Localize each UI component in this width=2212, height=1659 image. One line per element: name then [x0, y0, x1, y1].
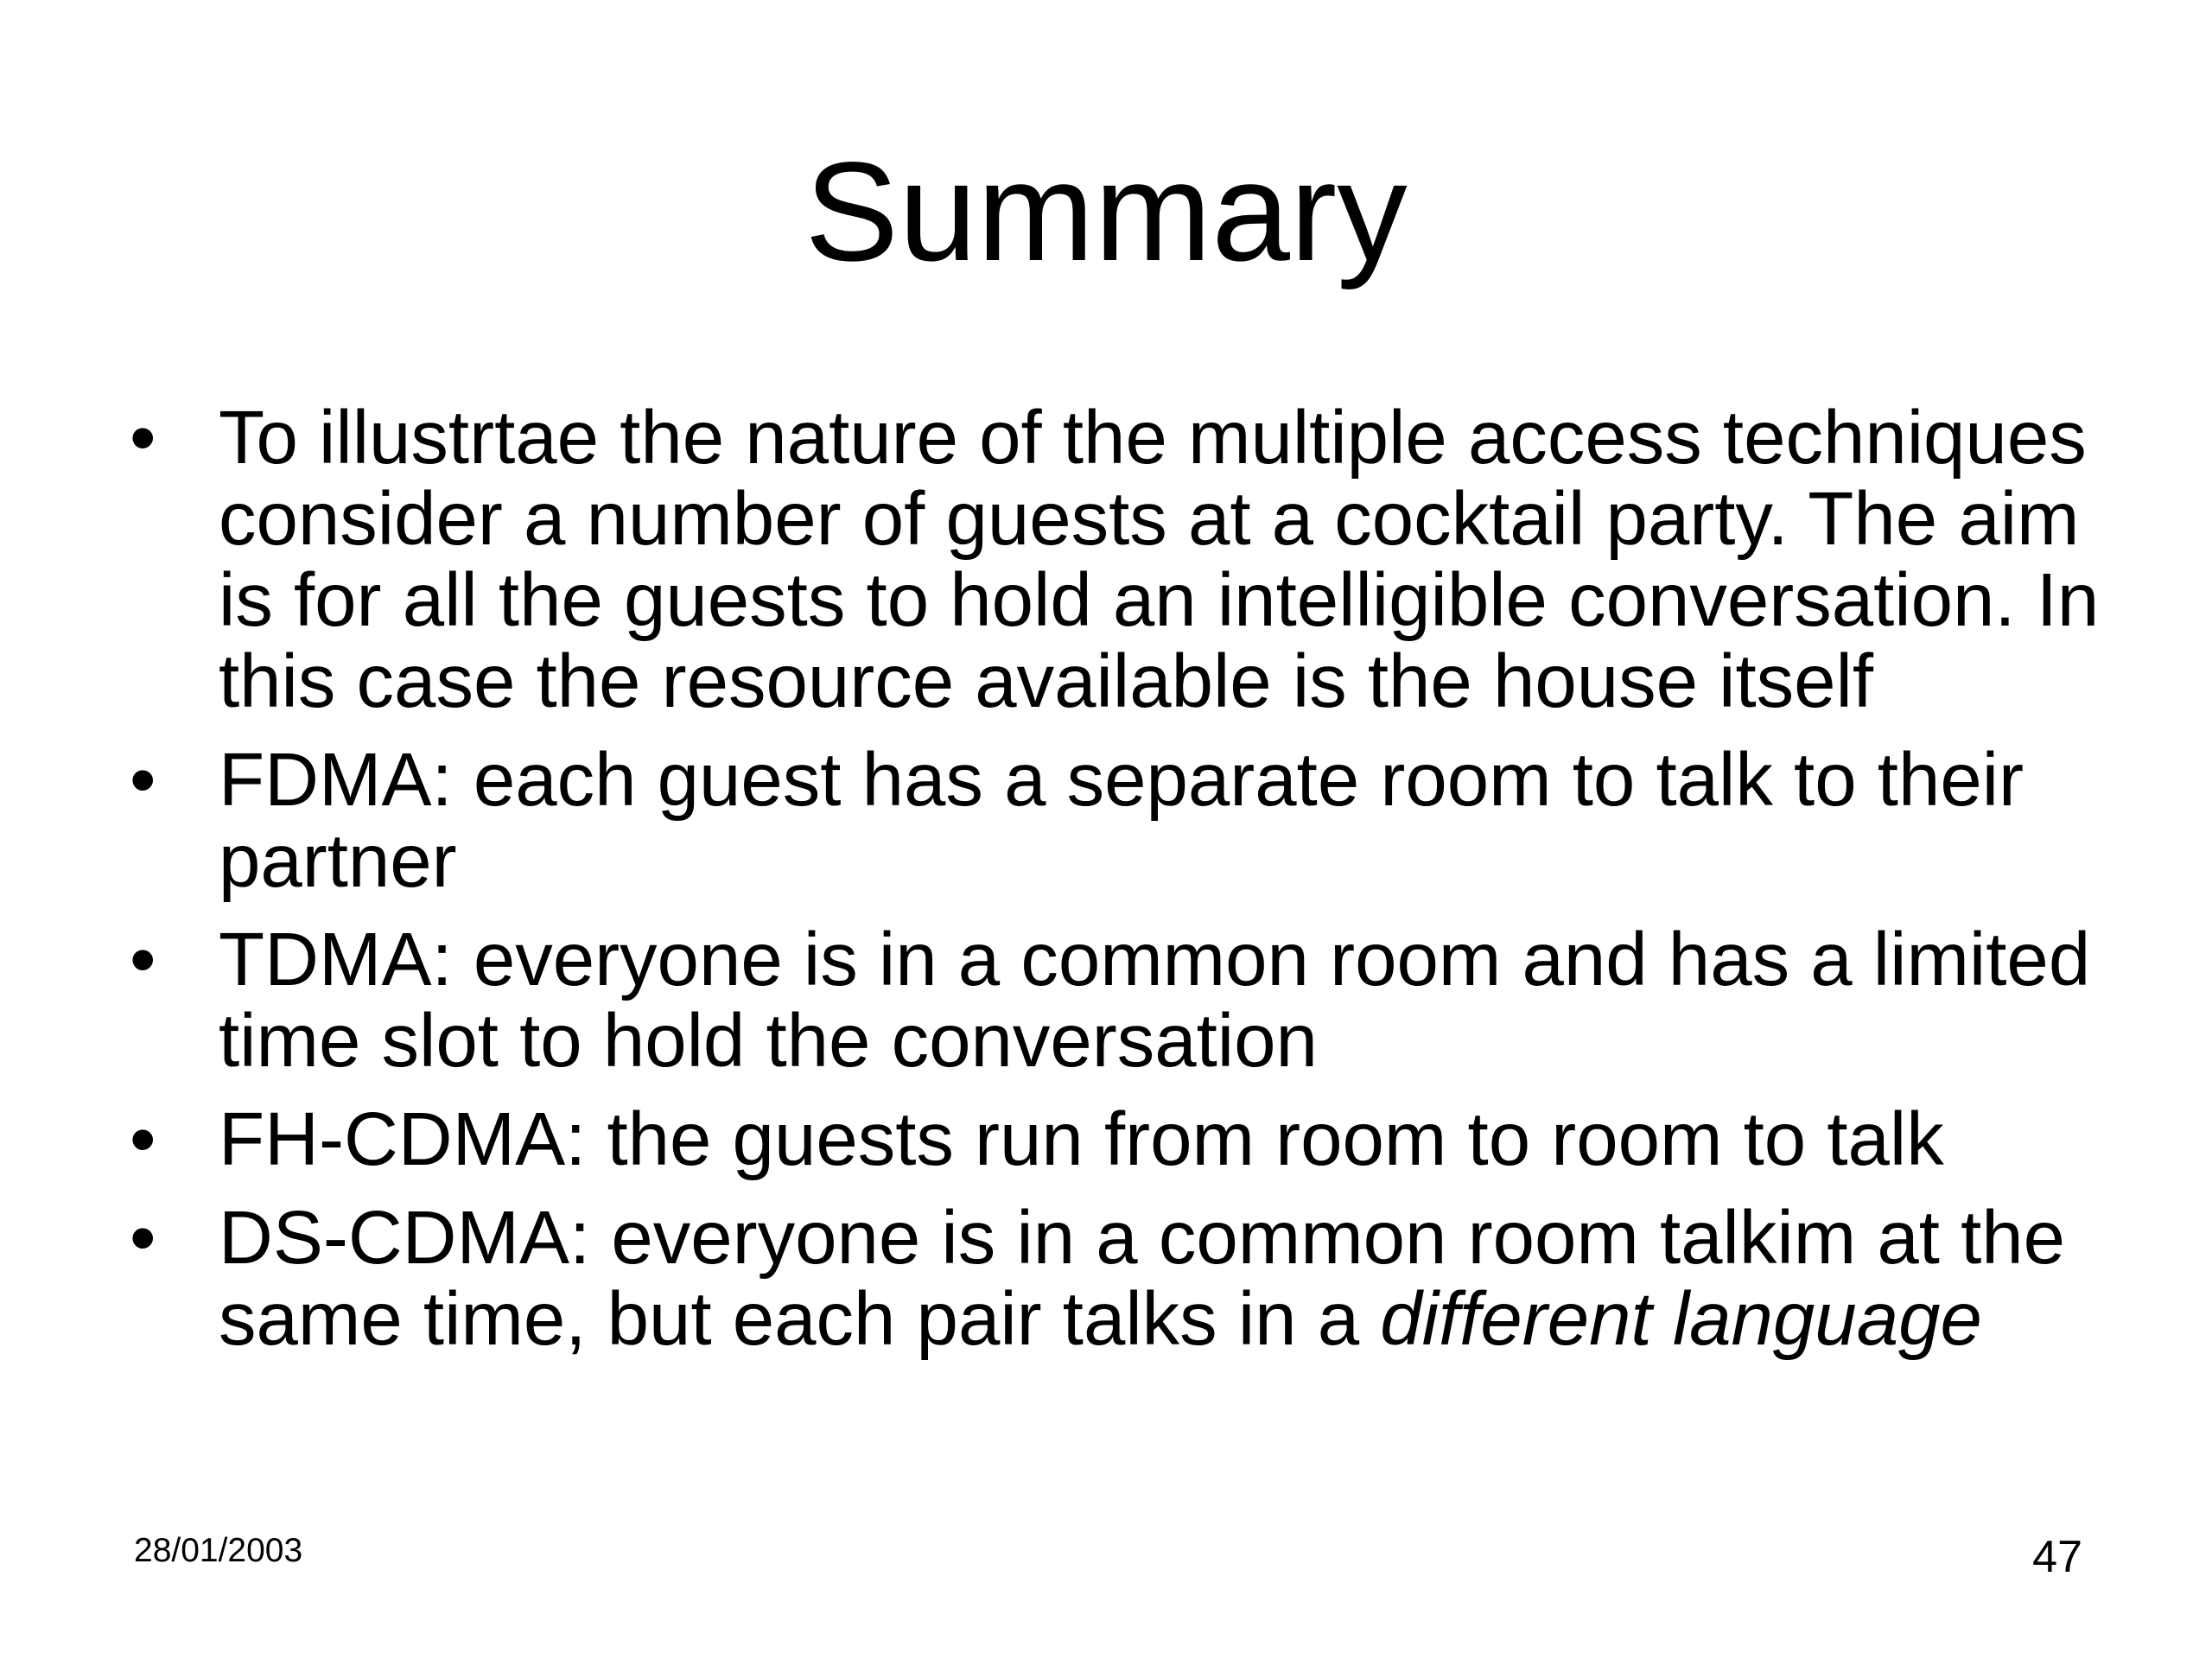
- bullet-dot-icon: •: [130, 396, 156, 480]
- page-number: 47: [2032, 1532, 2082, 1582]
- bullet-item: [130, 1099, 2108, 1180]
- bullet-list: [130, 397, 2108, 1377]
- bullet-dot-icon: •: [130, 918, 156, 1001]
- bullet-item: [130, 1198, 2108, 1360]
- bullet-text: FH-CDMA: the guests run from room to room to talk: [219, 1097, 1944, 1181]
- bullet-text: TDMA: everyone is in a common room and has a limited time slot to hold the conversation: [219, 918, 2091, 1083]
- bullet-dot-icon: •: [130, 1196, 156, 1280]
- bullet-item: [130, 919, 2108, 1082]
- bullet-text: To illustrtae the nature of the multiple access techniques consider a number of guests at a cocktail party. The aim is for all the guests to hold an intelligible conversation. In this case the resource available is the house itself: [219, 396, 2100, 723]
- bullet-item: [130, 397, 2108, 722]
- bullet-text: FDMA: each guest has a separate room to talk to their partner: [219, 738, 2024, 903]
- footer-date: 28/01/2003: [134, 1532, 303, 1569]
- bullet-emphasis: different language: [1380, 1277, 1982, 1361]
- bullet-dot-icon: •: [130, 738, 156, 822]
- bullet-text: DS-CDMA: everyone is in a common room talkim at the same time, but each pair talks in a: [219, 1196, 2066, 1361]
- bullet-item: [130, 740, 2108, 902]
- bullet-dot-icon: •: [130, 1097, 156, 1181]
- slide-title: Summary: [804, 132, 1408, 290]
